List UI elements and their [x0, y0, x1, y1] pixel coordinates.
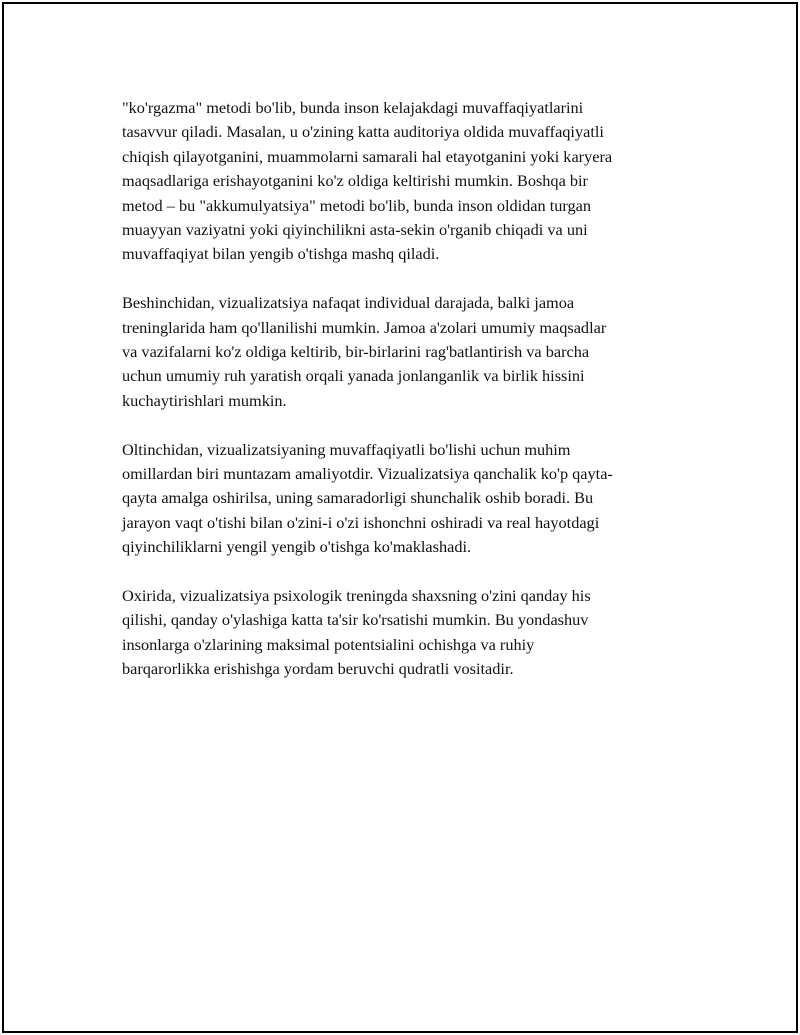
page-frame: [2, 2, 798, 1033]
paragraph-4: Oxirida, vizualizatsiya psixologik treningda shaxsning o'zini qanday his qilishi, qanday o'ylashiga katta ta'sir ko'rsatishi mumkin. Bu yondashuv insonlarga o'zlarining maksimal potentsialini ochishga va ruhiy barqarorlikka erishishga yordam beruvchi qudratli vositadir.: [122, 586, 591, 679]
paragraph-2: Beshinchidan, vizualizatsiya nafaqat individual darajada, balki jamoa treninglarida ham qo'llanilishi mumkin. Jamoa a'zolari umumiy maqsadlar va vazifalarni ko'z oldiga keltirib, bir-birlarini rag'batlantirish va barcha uchun umumiy ruh yaratish orqali yanada jonlanganlik va birlik hissini kuchaytirishlari mumkin.: [122, 293, 607, 410]
paragraph-3: Oltinchidan, vizualizatsiyaning muvaffaqiyatli bo'lishi uchun muhim omillardan biri muntazam amaliyotdir. Vizualizatsiya qanchalik ko'p qayta- qayta amalga oshirilsa, uning samaradorligi shunchalik oshib boradi. Bu jarayon vaqt o'tishi bilan o'zini-i o'zi ishonchni oshiradi va real hayotdagi qiyinchiliklarni yengil yengib o'tishga ko'maklashadi.: [122, 439, 613, 557]
paragraph-1: "ko'rgazma" metodi bo'lib, bunda inson kelajakdagi muvaffaqiyatlarini tasavvur qiladi. Masalan, u o'zining katta auditoriya oldida muvaffaqiyatli chiqish qilayotganini, muammolarni samarali hal etayotganini yoki karyera maqsadlariga erishayotganini ko'z oldiga keltirishi mumkin. Boshqa bir metod – bu "akkumulyatsiya" metodi bo'lib, bunda inson oldidan turgan muayyan vaziyatni yoki qiyinchilikni asta-sekin o'rganib chiqadi va uni muvaffaqiyat bilan yengib o'tishga mashq qiladi.: [122, 98, 613, 264]
document-body: [122, 96, 682, 706]
